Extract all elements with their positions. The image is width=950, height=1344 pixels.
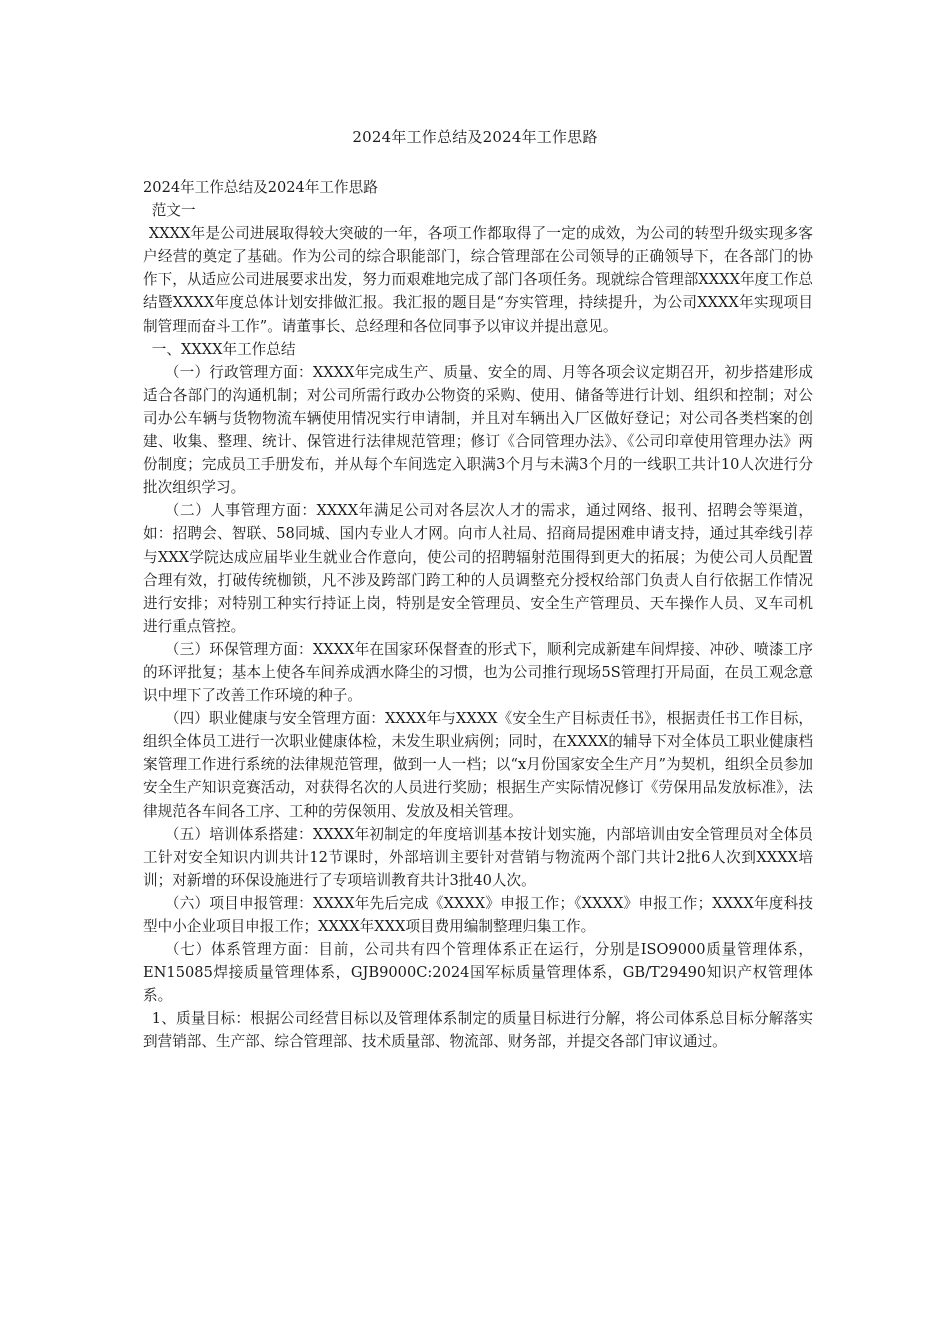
section-heading: 一、XXXX年工作总结 — [151, 340, 296, 358]
body-heading: 2024年工作总结及2024年工作思路 — [143, 179, 378, 196]
paragraph-project-application: （六）项目申报管理：XXXX年先后完成《XXXX》申报工作；《XXXX》申报工作；XXXX年度科技型中小企业项目申报工作；XXXX年XXX项目费用编制整理归集工作。 — [143, 894, 813, 935]
paragraph-health-safety: （四）职业健康与安全管理方面：XXXX年与XXXX《安全生产目标责任书》，根据责任书工作目标，组织全体员工进行一次职业健康体检，未发生职业病例；同时，在XXXX的辅导下对全体员工职业健康档案管理工作进行系统的法律规范管理，做到一人一档；以“x月份国家安全生产月”为契机，组织全员参加安全生产知识竞赛活动，对获得名次的人员进行奖励；根据生产实际情况修订《劳保用品发放标准》，法律规范各车间各工序、工种的劳保领用、发放及相关管理。 — [143, 710, 813, 820]
paragraph-personnel: （二）人事管理方面：XXXX年满足公司对各层次人才的需求，通过网络、报刊、招聘会等渠道，如：招聘会、智联、58同城、国内专业人才网。向市人社局、招商局提困难申请支持，通过其牵线引荐与XXX学院达成应届毕业生就业合作意向，使公司的招聘辐射范围得到更大的拓展；为使公司人员配置合理有效，打破传统枷锁，凡不涉及跨部门跨工种的人员调整充分授权给部门负责人自行依据工作情况进行安排；对特别工种实行持证上岗，特别是安全管理员、安全生产管理员、天车操作人员、叉车司机进行重点管控。 — [143, 502, 813, 635]
paragraph-system-management: （七）体系管理方面：目前，公司共有四个管理体系正在运行，分别是ISO9000质量管理体系，EN15085焊接质量管理体系，GJB9000C:2024国军标质量管理体系，GB/T29490知识产权管理体系。 — [143, 941, 813, 1005]
paragraph-training: （五）培训体系搭建：XXXX年初制定的年度培训基本按计划实施，内部培训由安全管理员对全体员工针对安全知识内训共计12节课时，外部培训主要针对营销与物流两个部门共计2批6人次到XXXX培训；对新增的环保设施进行了专项培训教育共计3批40人次。 — [143, 825, 813, 889]
document-body — [143, 176, 813, 1054]
paragraph-quality-goal: 1、质量目标：根据公司经营目标以及管理体系制定的质量目标进行分解，将公司体系总目标分解落实到营销部、生产部、综合管理部、技术质量部、物流部、财务部，并提交各部门审议通过。 — [143, 1010, 813, 1051]
paragraph-administration: （一）行政管理方面：XXXX年完成生产、质量、安全的周、月等各项会议定期召开，初步搭建形成适合各部门的沟通机制；对公司所需行政办公物资的采购、使用、储备等进行计划、组织和控制；对公司办公车辆与货物物流车辆使用情况实行申请制，并且对车辆出入厂区做好登记；对公司各类档案的创建、收集、整理、统计、保管进行法律规范管理；修订《合同管理办法》、《公司印章使用管理办法》两份制度；完成员工手册发布，并从每个车间选定入职满3个月与未满3个月的一线职工共计10人次进行分批次组织学习。 — [143, 363, 813, 497]
document-title: 2024年工作总结及2024年工作思路 — [352, 128, 598, 146]
sample-label: 范文一 — [151, 202, 196, 220]
intro-paragraph: XXXX年是公司进展取得较大突破的一年，各项工作都取得了一定的成效，为公司的转型升级实现多客户经营的奠定了基础。作为公司的综合职能部门，综合管理部在公司领导的正确领导下，在各部门的协作下，从适应公司进展要求出发，努力而艰难地完成了部门各项任务。现就综合管理部XXXX年度工作总结暨XXXX年度总体计划安排做汇报。我汇报的题目是“夯实管理，持续提升，为公司XXXX年实现项目制管理而奋斗工作”。请董事长、总经理和各位同事予以审议并提出意见。 — [143, 225, 813, 335]
paragraph-environment: （三）环保管理方面：XXXX年在国家环保督查的形式下，顺利完成新建车间焊接、冲砂、喷漆工序的环评批复；基本上使各车间养成洒水降尘的习惯，也为公司推行现场5S管理打开局面，在员工观念意识中埋下了改善工作环境的种子。 — [143, 640, 813, 705]
